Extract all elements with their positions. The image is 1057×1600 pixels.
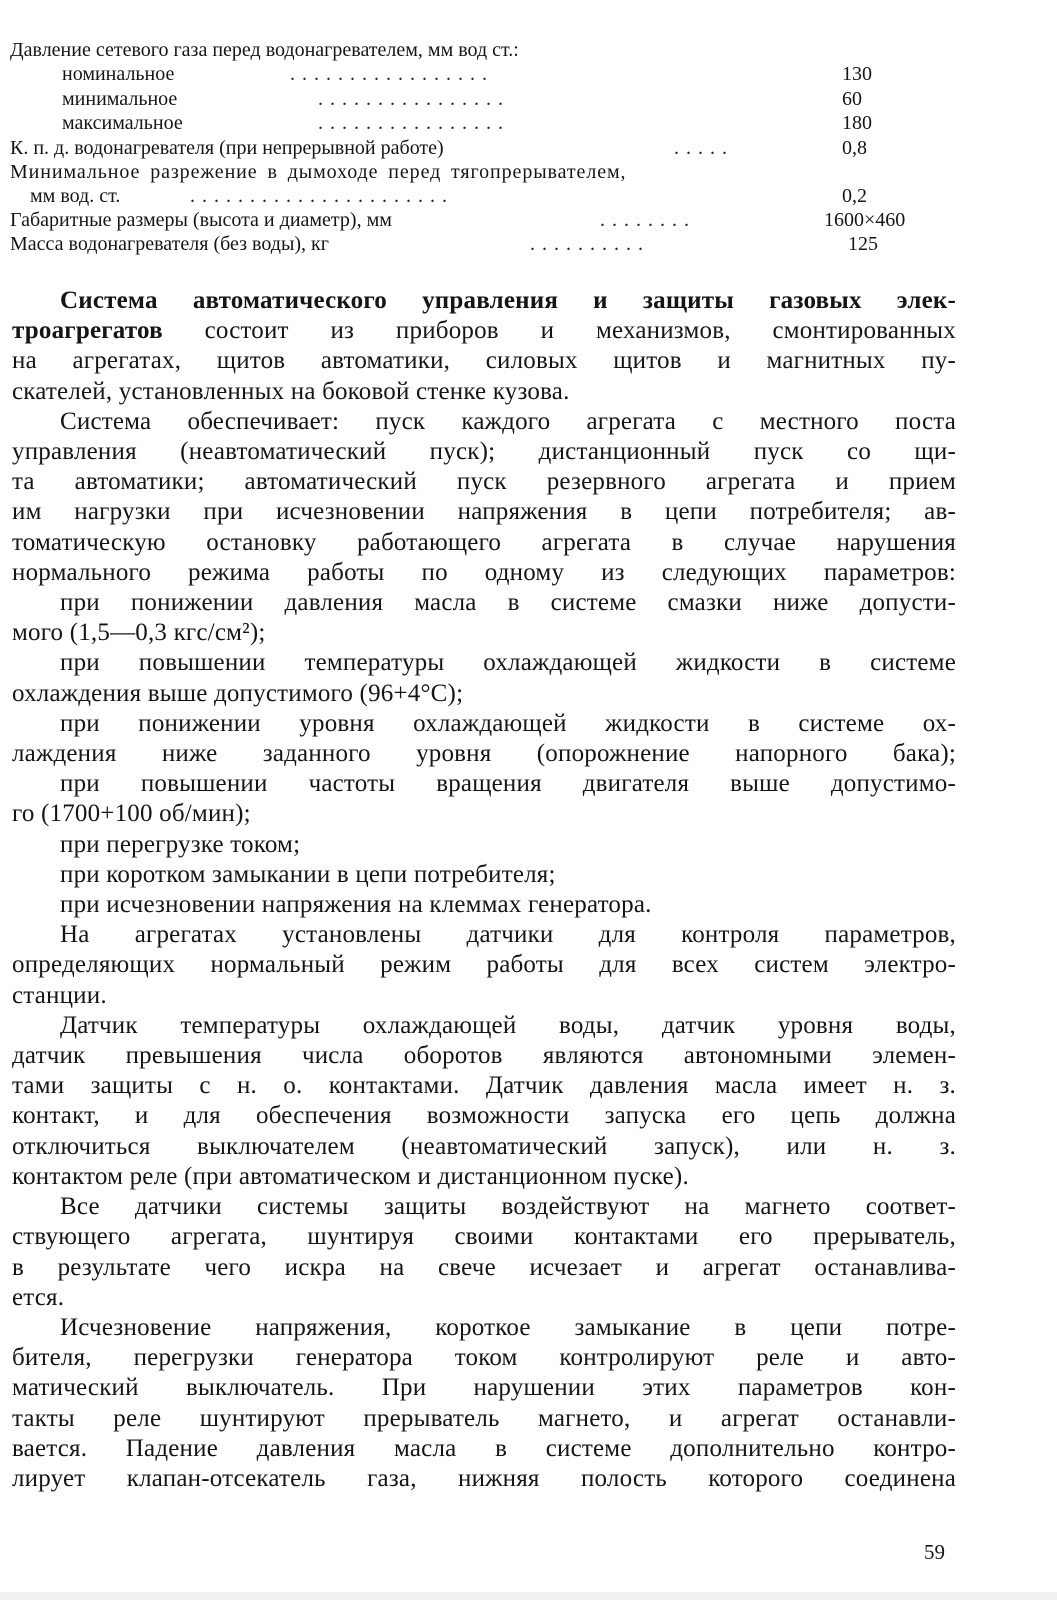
text-run: состоит из приборов и механизмов, смонтированных bbox=[162, 317, 956, 345]
text-line: при понижении уровня охлаждающей жидкости в системе ох- bbox=[60, 709, 956, 737]
text-line: Исчезновение напряжения, короткое замыкание в цепи потре- bbox=[60, 1313, 956, 1341]
body-text bbox=[12, 286, 956, 1494]
text-line: мого (1,5—0,3 кгс/см²); bbox=[12, 619, 266, 647]
leader-dots: ................. bbox=[290, 63, 494, 85]
text-line: датчик превышения числа оборотов являются автономными элемен- bbox=[12, 1042, 956, 1070]
text-line: при исчезновении напряжения на клеммах генератора. bbox=[60, 891, 652, 919]
text-line: Датчик температуры охлаждающей воды, датчик уровня воды, bbox=[60, 1011, 956, 1039]
bold-term: троагрегатов bbox=[12, 317, 163, 345]
text-line: им нагрузки при исчезновении напряжения в цепи потребителя; ав- bbox=[12, 498, 956, 526]
text-line: Все датчики системы защиты воздействуют на магнето соответ- bbox=[60, 1193, 956, 1221]
text-line: лирует клапан-отсекатель газа, нижняя полость которого соединена bbox=[12, 1464, 956, 1492]
spec-label: Минимальное разрежение в дымоходе перед тягопрерывателем, bbox=[10, 161, 627, 183]
leader-dots: ...................... bbox=[190, 185, 454, 207]
text-line: скателей, установленных на боковой стенке кузова. bbox=[12, 377, 570, 405]
spec-row-mass bbox=[10, 232, 910, 256]
spec-label: минимальное bbox=[62, 88, 178, 110]
page-edge bbox=[0, 1592, 1057, 1600]
text-line: при повышении частоты вращения двигателя выше допустимо- bbox=[60, 770, 956, 798]
spec-row-min bbox=[10, 87, 910, 111]
text-line: тами защиты с н. о. контактами. Датчик давления масла имеет н. з. bbox=[12, 1072, 956, 1100]
spec-row-draft bbox=[10, 160, 910, 184]
text-line: определяющих нормальный режим работы для всех систем электро- bbox=[12, 951, 956, 979]
text-line: Система обеспечивает: пуск каждого агрегата с местного поста bbox=[60, 407, 956, 435]
spec-value: 180 bbox=[842, 112, 872, 134]
spec-label: Габаритные размеры (высота и диаметр), мм bbox=[10, 209, 392, 231]
text-line: контактом реле (при автоматическом и дистанционном пуске). bbox=[12, 1162, 689, 1190]
text-line: отключиться выключателем (неавтоматический запуск), или н. з. bbox=[12, 1132, 956, 1160]
spec-header: Давление сетевого газа перед водонагревателем, мм вод ст.: bbox=[10, 39, 519, 61]
text-line: управления (неавтоматический пуск); дистанционный пуск со щи- bbox=[12, 438, 956, 466]
spec-label: максимальное bbox=[62, 112, 183, 134]
spec-value: 0,8 bbox=[842, 137, 867, 159]
spec-row-dimensions bbox=[10, 208, 910, 232]
spec-value: 0,2 bbox=[842, 185, 867, 207]
leader-dots: ................ bbox=[318, 88, 510, 110]
spec-row-nominal bbox=[10, 62, 910, 86]
text-line: станции. bbox=[12, 981, 107, 1009]
text-line: нормального режима работы по одному из следующих параметров: bbox=[12, 558, 956, 586]
text-line: при понижении давления масла в системе смазки ниже допусти- bbox=[60, 589, 956, 617]
text-line: такты реле шунтируют прерыватель магнето, и агрегат останавли- bbox=[12, 1404, 956, 1432]
spec-value: 125 bbox=[848, 233, 878, 255]
text-line: при перегрузке током; bbox=[60, 830, 301, 858]
spec-label: номинальное bbox=[62, 63, 175, 85]
spec-value: 1600×460 bbox=[824, 209, 906, 231]
spec-label: Масса водонагревателя (без воды), кг bbox=[10, 233, 329, 255]
spec-value: 60 bbox=[842, 88, 862, 110]
spec-row-draft-unit bbox=[10, 184, 910, 208]
text-line: матический выключатель. При нарушении этих параметров кон- bbox=[12, 1374, 956, 1402]
text-line: лаждения ниже заданного уровня (опорожнение напорного бака); bbox=[12, 740, 956, 768]
spec-label: мм вод. ст. bbox=[30, 185, 121, 207]
leader-dots: ........ bbox=[600, 209, 696, 231]
text-line: бителя, перегрузки генератора током контролируют реле и авто- bbox=[12, 1344, 956, 1372]
text-line: при коротком замыкании в цепи потребителя; bbox=[60, 860, 556, 888]
text-line: та автоматики; автоматический пуск резервного агрегата и прием bbox=[12, 468, 956, 496]
leader-dots: ................ bbox=[318, 112, 510, 134]
spec-row-max bbox=[10, 111, 910, 135]
page-number: 59 bbox=[924, 1540, 945, 1564]
text-line bbox=[12, 316, 956, 346]
leader-dots: ..... bbox=[674, 137, 734, 159]
text-line: при повышении температуры охлаждающей жидкости в системе bbox=[60, 649, 956, 677]
text-line: в результате чего искра на свече исчезает и агрегат останавлива- bbox=[12, 1253, 956, 1281]
spec-label: К. п. д. водонагревателя (при непрерывной работе) bbox=[10, 137, 444, 159]
spec-row-efficiency bbox=[10, 136, 910, 160]
text-line: На агрегатах установлены датчики для контроля параметров, bbox=[60, 921, 956, 949]
text-line: ствующего агрегата, шунтируя своими контактами его прерыватель, bbox=[12, 1223, 956, 1251]
text-line: контакт, и для обеспечения возможности запуска его цепь должна bbox=[12, 1102, 956, 1130]
text-line: Система автоматического управления и защиты газовых элек- bbox=[60, 287, 956, 314]
text-line: охлаждения выше допустимого (96+4°С); bbox=[12, 679, 464, 707]
leader-dots: .......... bbox=[530, 233, 650, 255]
text-line: вается. Падение давления масла в системе дополнительно контро- bbox=[12, 1434, 956, 1462]
spec-value: 130 bbox=[842, 63, 872, 85]
text-line: на агрегатах, щитов автоматики, силовых щитов и магнитных пу- bbox=[12, 347, 956, 375]
text-line: го (1700+100 об/мин); bbox=[12, 800, 251, 828]
text-line: томатическую остановку работающего агрегата в случае нарушения bbox=[12, 528, 956, 556]
text-line: ется. bbox=[12, 1283, 65, 1311]
